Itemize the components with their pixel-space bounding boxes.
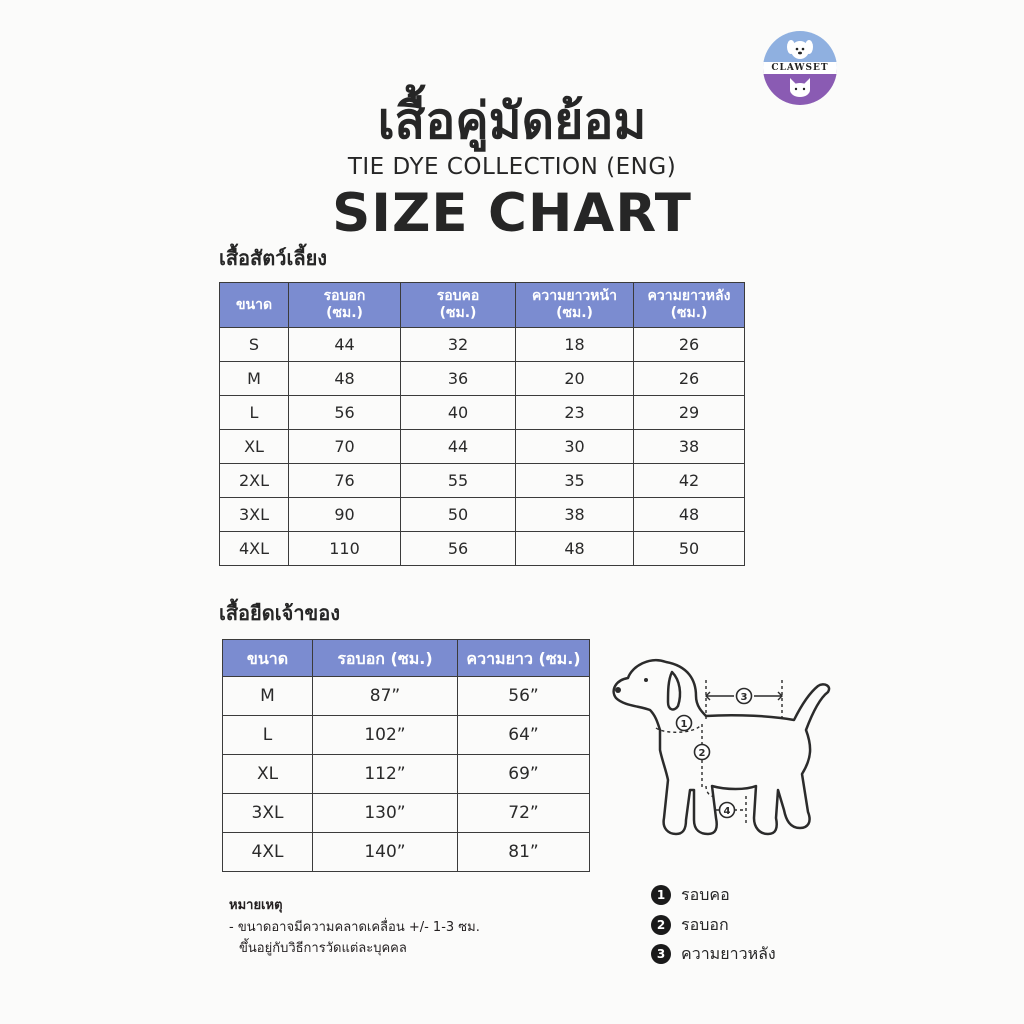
legend-label: รอบอก: [681, 914, 729, 934]
cell-front-length: 30: [516, 430, 634, 464]
header-chest: รอบอก (ซม.): [313, 640, 458, 677]
cell-chest: 76: [289, 464, 401, 498]
cell-chest: 112”: [313, 755, 458, 794]
cell-length: 56”: [458, 677, 590, 716]
cell-chest: 44: [289, 328, 401, 362]
cell-chest: 56: [289, 396, 401, 430]
svg-text:3: 3: [740, 692, 748, 703]
table-row: [220, 464, 745, 498]
marker-neck: [677, 716, 692, 731]
table-row: [223, 794, 590, 833]
cell-size: XL: [220, 430, 289, 464]
cell-size: S: [220, 328, 289, 362]
cell-back-length: 42: [634, 464, 745, 498]
cell-chest: 130”: [313, 794, 458, 833]
page-title: SIZE CHART: [332, 183, 692, 244]
page-title-thai: เสื้อคู่มัดย้อม: [377, 92, 647, 150]
legend-label: ความยาวหลัง: [681, 943, 776, 963]
cell-front-length: 48: [516, 532, 634, 566]
pet-size-table: [219, 282, 745, 566]
note-line: ขึ้นอยู่กับวิธีการวัดแต่ละบุคคล: [239, 941, 407, 956]
pet-section-title: เสื้อสัตว์เลี้ยง: [219, 246, 328, 270]
cell-size: L: [223, 716, 313, 755]
page-subtitle: TIE DYE COLLECTION (ENG): [347, 154, 677, 180]
cell-front-length: 35: [516, 464, 634, 498]
cell-neck: 36: [401, 362, 516, 396]
header-size: ขนาด: [220, 283, 289, 328]
table-row: [223, 755, 590, 794]
legend-item-chest: [651, 913, 729, 937]
header-size: ขนาด: [223, 640, 313, 677]
owner-size-table: [222, 639, 590, 872]
legend-number: 3: [651, 944, 671, 964]
table-row: [223, 716, 590, 755]
cell-back-length: 29: [634, 396, 745, 430]
cell-front-length: 23: [516, 396, 634, 430]
header-neck: รอบคอ (ซม.): [401, 283, 516, 328]
cell-back-length: 48: [634, 498, 745, 532]
cell-chest: 48: [289, 362, 401, 396]
table-header-row: [223, 640, 590, 677]
cell-size: XL: [223, 755, 313, 794]
table-row: [223, 677, 590, 716]
dog-measurement-diagram: [606, 650, 836, 850]
cell-size: 4XL: [223, 833, 313, 872]
cell-length: 72”: [458, 794, 590, 833]
header-back-length: ความยาวหลัง (ซม.): [634, 283, 745, 328]
cell-chest: 110: [289, 532, 401, 566]
cell-back-length: 38: [634, 430, 745, 464]
cell-back-length: 26: [634, 362, 745, 396]
cell-front-length: 38: [516, 498, 634, 532]
marker-back-length: [737, 689, 752, 704]
brand-name: CLAWSET: [763, 62, 837, 74]
table-row: [220, 532, 745, 566]
cell-length: 64”: [458, 716, 590, 755]
header-chest: รอบอก (ซม.): [289, 283, 401, 328]
cell-front-length: 20: [516, 362, 634, 396]
header-front-length: ความยาวหน้า (ซม.): [516, 283, 634, 328]
cell-neck: 44: [401, 430, 516, 464]
marker-chest: [695, 745, 710, 760]
notes-title: หมายเหตุ: [229, 898, 283, 913]
header-length: ความยาว (ซม.): [458, 640, 590, 677]
legend-number: 1: [651, 885, 671, 905]
cell-neck: 50: [401, 498, 516, 532]
table-row: [220, 498, 745, 532]
marker-front-length: [720, 803, 735, 818]
table-row: [220, 430, 745, 464]
legend-item-back-length: [651, 942, 776, 966]
svg-text:1: 1: [680, 719, 688, 730]
svg-text:2: 2: [698, 748, 706, 759]
cell-neck: 55: [401, 464, 516, 498]
cell-back-length: 50: [634, 532, 745, 566]
cell-chest: 90: [289, 498, 401, 532]
cell-size: 3XL: [220, 498, 289, 532]
cell-neck: 56: [401, 532, 516, 566]
table-row: [220, 396, 745, 430]
cell-chest: 102”: [313, 716, 458, 755]
cell-length: 81”: [458, 833, 590, 872]
note-line: - ขนาดอาจมีความคลาดเคลื่อน +/- 1-3 ซม.: [229, 920, 480, 935]
table-header-row: [220, 283, 745, 328]
table-row: [220, 362, 745, 396]
svg-text:4: 4: [723, 806, 731, 817]
cell-size: M: [223, 677, 313, 716]
table-row: [220, 328, 745, 362]
cell-chest: 87”: [313, 677, 458, 716]
cell-front-length: 18: [516, 328, 634, 362]
cell-size: L: [220, 396, 289, 430]
cell-length: 69”: [458, 755, 590, 794]
legend-number: 2: [651, 915, 671, 935]
table-row: [223, 833, 590, 872]
cell-neck: 40: [401, 396, 516, 430]
dog-face-icon: [785, 37, 815, 61]
legend-label: รอบคอ: [681, 884, 730, 904]
cell-chest: 70: [289, 430, 401, 464]
cell-chest: 140”: [313, 833, 458, 872]
owner-section-title: เสื้อยืดเจ้าของ: [219, 601, 340, 625]
cell-size: 4XL: [220, 532, 289, 566]
cell-size: 3XL: [223, 794, 313, 833]
cell-size: 2XL: [220, 464, 289, 498]
cell-size: M: [220, 362, 289, 396]
legend-item-neck: [651, 883, 730, 907]
cell-neck: 32: [401, 328, 516, 362]
cell-back-length: 26: [634, 328, 745, 362]
